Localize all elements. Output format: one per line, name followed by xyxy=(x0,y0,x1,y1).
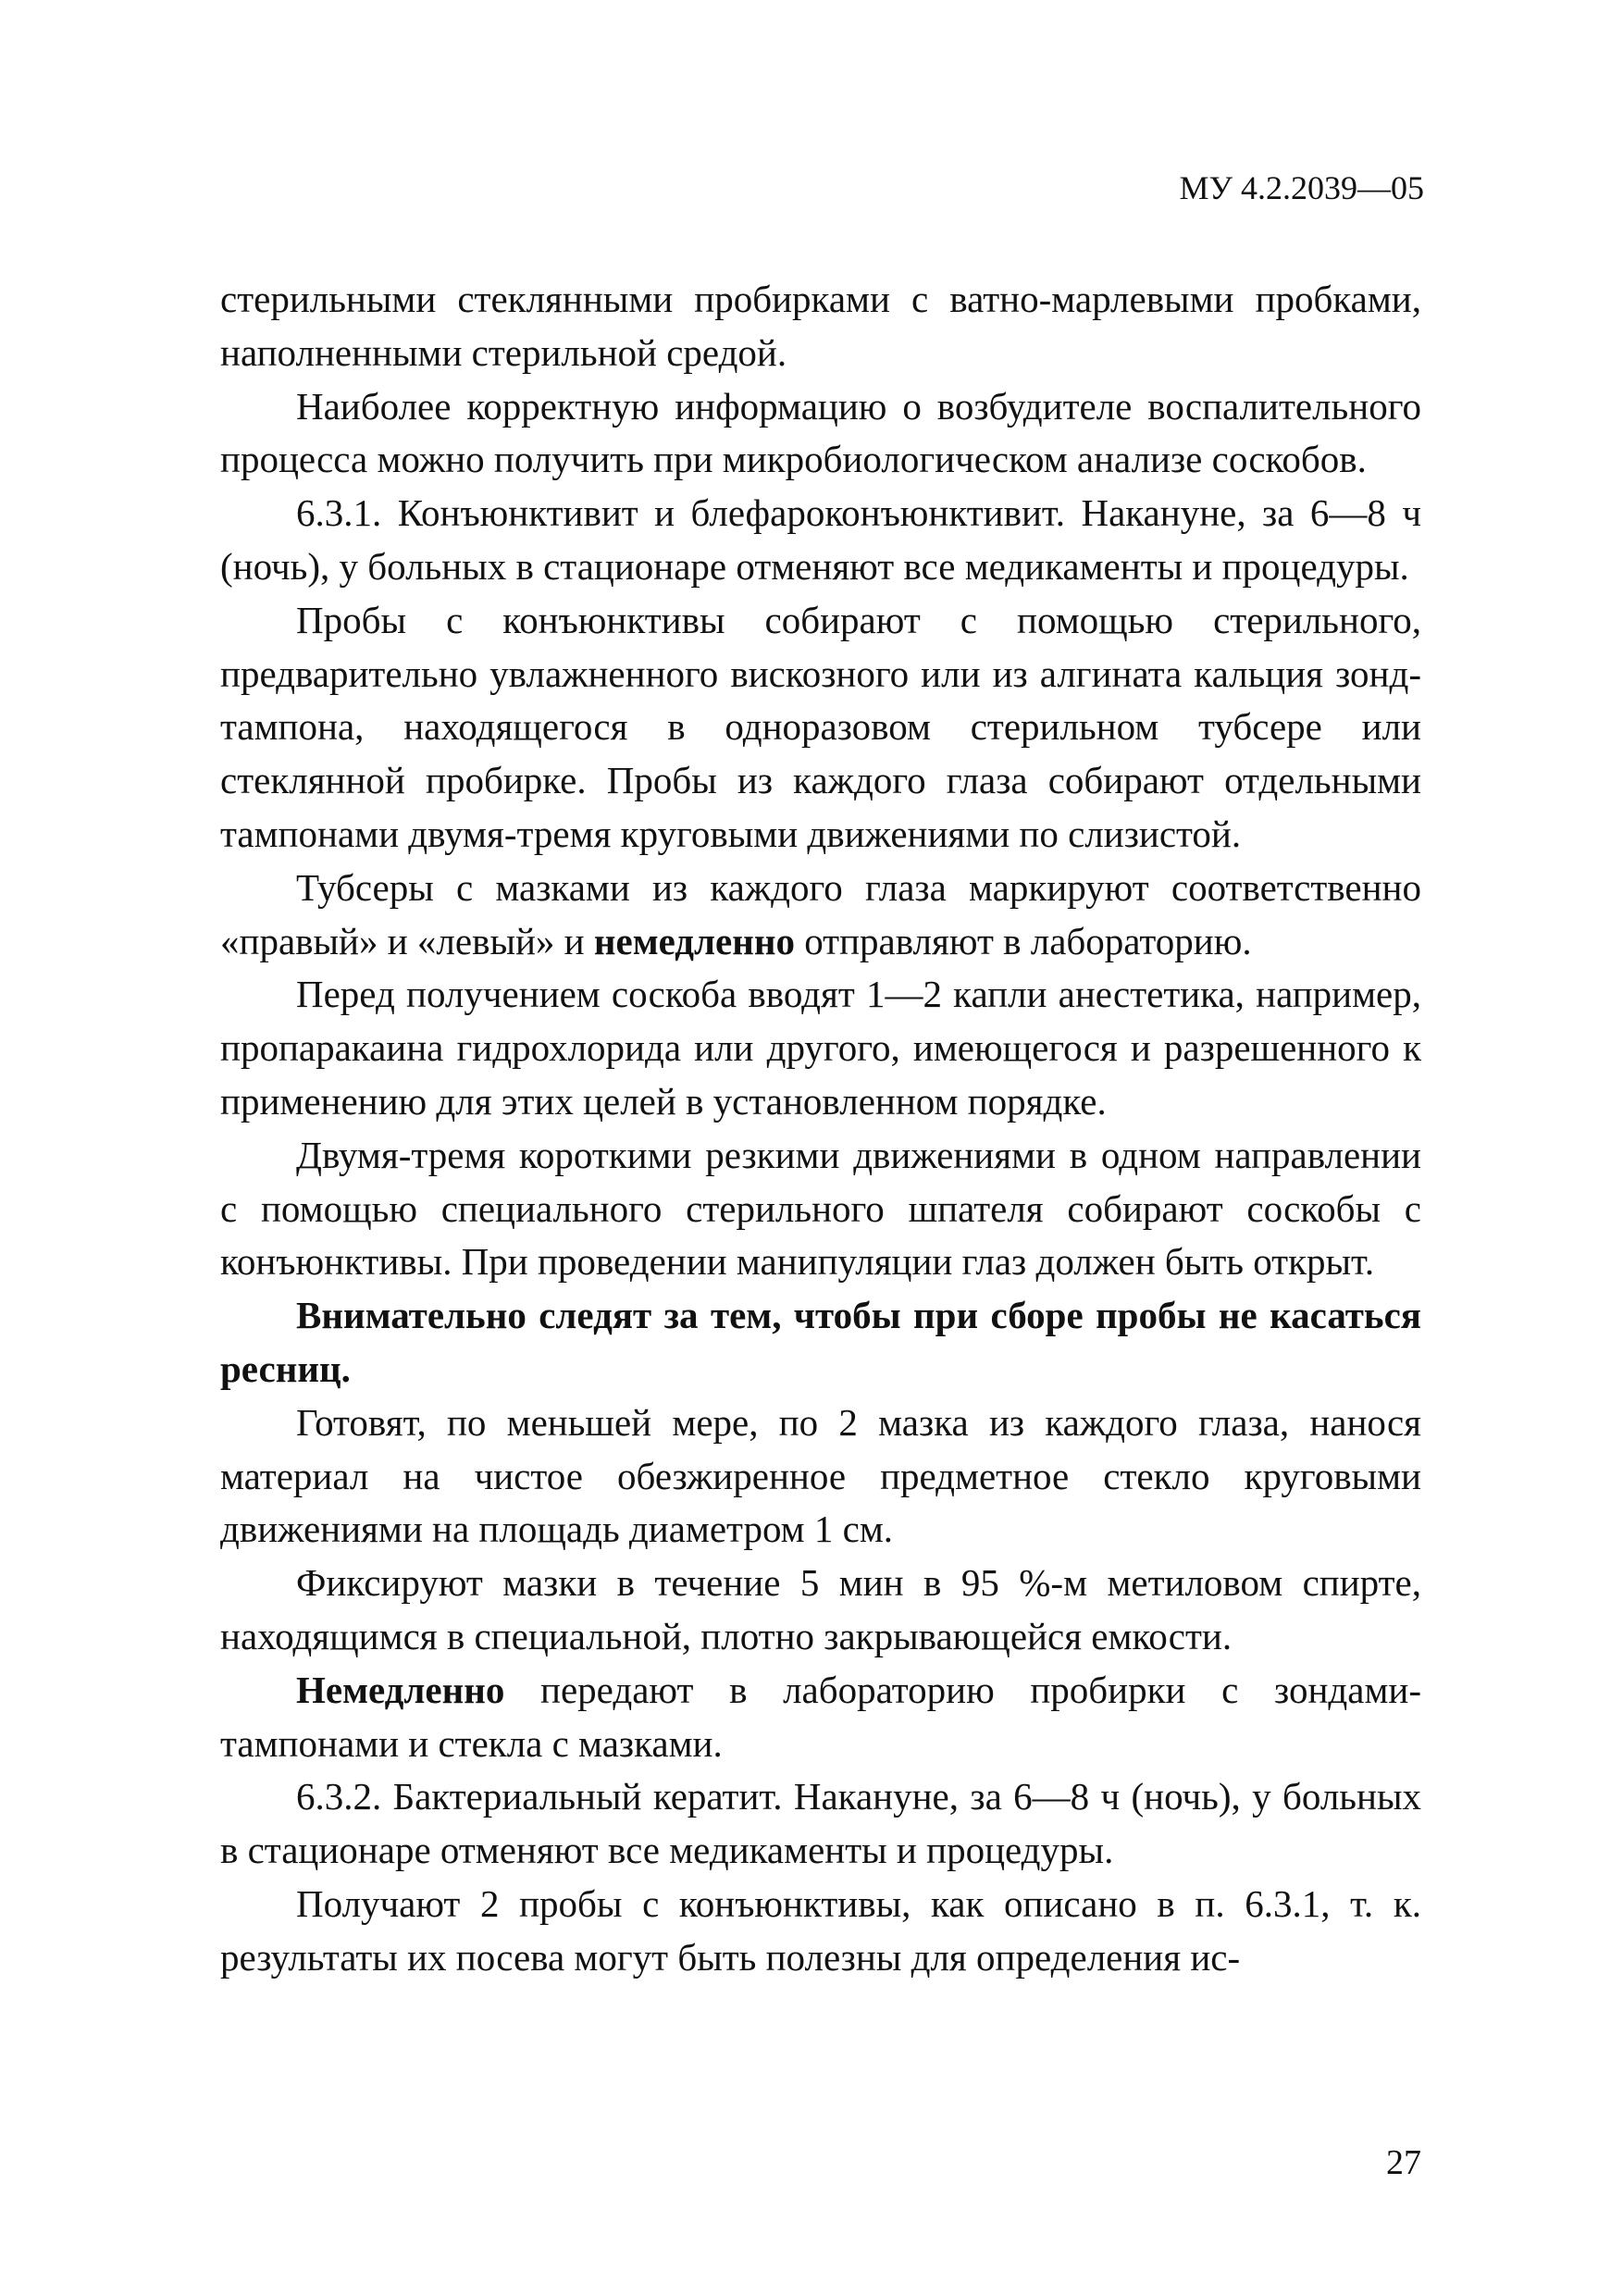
text-segment: 6.3.1. Конъюнктивит и блефароконъюнктивит. Накануне, за 6—8 ч (ночь), у больных в стационаре отменяют все медикаменты и процедуры. xyxy=(220,491,1421,588)
text-segment: Фиксируют мазки в течение 5 мин в 95 %-м метиловом спирте, находящимся в специальной, плотно закрывающейся емкости. xyxy=(220,1561,1421,1657)
body-paragraph xyxy=(220,487,1421,594)
body-paragraph xyxy=(220,1770,1421,1878)
text-segment: Тубсеры с мазками из каждого глаза маркируют соответственно «правый» и «левый» и xyxy=(220,865,1421,962)
body-paragraph xyxy=(220,1878,1421,1985)
text-segment: Наиболее корректную информацию о возбудителе воспалительного процесса можно получить при микробиологическом анализе соскобов. xyxy=(220,384,1421,481)
text-segment: стерильными стеклянными пробирками с ватно-марлевыми пробками, наполненными стерильной средой. xyxy=(220,278,1421,374)
body-paragraph xyxy=(220,1664,1421,1771)
body-paragraph xyxy=(220,273,1421,380)
body-paragraph xyxy=(220,594,1421,862)
page-body xyxy=(220,273,1421,1985)
body-paragraph xyxy=(220,1129,1421,1289)
text-segment: 6.3.2. Бактериальный кератит. Накануне, за 6—8 ч (ночь), у больных в стационаре отменяют все медикаменты и процедуры. xyxy=(220,1775,1421,1872)
document-code-header: МУ 4.2.2039—05 xyxy=(1179,169,1424,206)
text-segment: Пробы с конъюнктивы собирают с помощью стерильного, предварительно увлажненного вискозного или из алгината кальция зонд-тампона, находящегося в одноразовом стерильном тубсере или стеклянной пробирке. Пробы из каждого глаза собирают отдельными тампонами двумя-тремя круговыми движениями по слизистой. xyxy=(220,598,1421,855)
body-paragraph xyxy=(220,862,1421,969)
body-paragraph xyxy=(220,1289,1421,1396)
text-segment: Готовят, по меньшей мере, по 2 мазка из каждого глаза, нанося материал на чистое обезжиренное предметное стекло круговыми движениями на площадь диаметром 1 см. xyxy=(220,1400,1421,1551)
body-paragraph xyxy=(220,1557,1421,1664)
text-segment: Двумя-тремя короткими резкими движениями в одном направлении с помощью специального стерильного шпателя собирают соскобы с конъюнктивы. При проведении манипуляции глаз должен быть открыт. xyxy=(220,1133,1421,1284)
text-segment: Получают 2 пробы с конъюнктивы, как описано в п. 6.3.1, т. к. результаты их посева могут быть полезны для определения ис- xyxy=(220,1881,1421,1979)
body-paragraph xyxy=(220,968,1421,1128)
text-segment: Перед получением соскоба вводят 1—2 капли анестетика, например, пропаракаина гидрохлорида или другого, имеющегося и разрешенного к применению для этих целей в установленном порядке. xyxy=(220,973,1421,1123)
bold-text-segment: немедленно xyxy=(593,919,795,962)
body-paragraph xyxy=(220,380,1421,488)
text-segment: передают в лабораторию пробирки с зондами-тампонами и стекла с мазками. xyxy=(220,1668,1421,1765)
bold-text-segment: Внимательно следят за тем, чтобы при сборе пробы не касаться ресниц. xyxy=(220,1294,1421,1390)
bold-text-segment: Немедленно xyxy=(296,1668,505,1711)
page-number: 27 xyxy=(1386,2143,1421,2182)
text-segment: отправляют в лабораторию. xyxy=(794,919,1252,962)
body-paragraph xyxy=(220,1396,1421,1557)
